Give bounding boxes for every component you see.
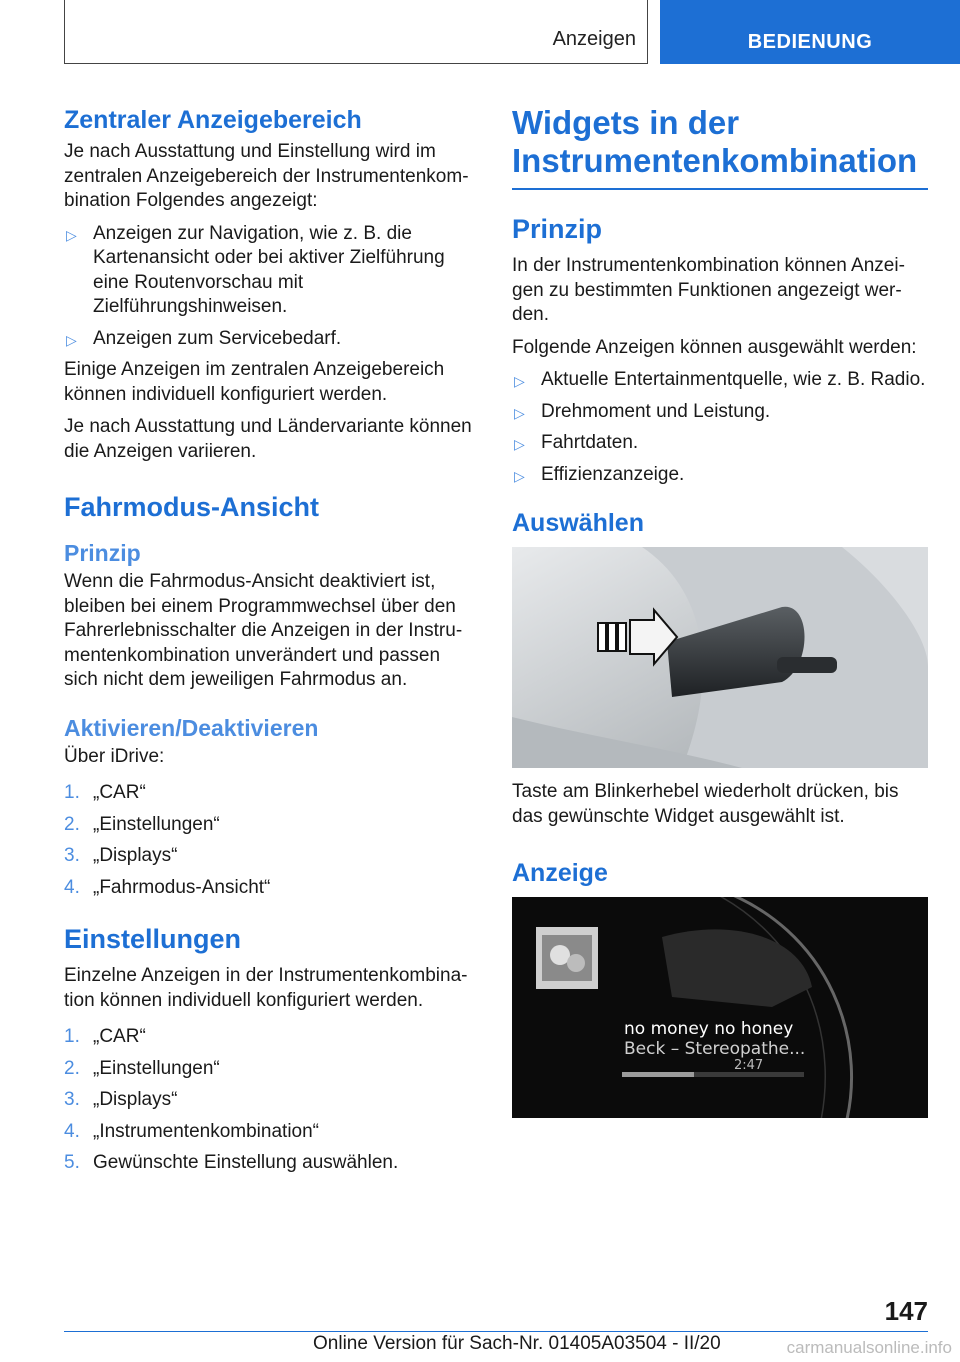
list-item: 1. „CAR“ <box>64 1026 146 1047</box>
paragraph-individuell: Einige Anzeigen im zentralen Anzeigebereich können individuell konfiguriert werden. <box>64 359 445 405</box>
paragraph-prinzip-right: In der Instrumentenkombination können Anzeigen zu bestimmten Funktionen angezeigt werden. <box>512 255 905 325</box>
footer-divider <box>64 1331 928 1332</box>
heading-auswaehlen: Auswählen <box>512 509 644 537</box>
turn-signal-lever-image <box>512 547 928 768</box>
list-item: 3. „Displays“ <box>64 1089 178 1110</box>
section-title: Anzeigen <box>552 28 636 50</box>
paragraph-prinzip: Wenn die Fahrmodus-Ansicht deaktiviert ist, bleiben bei einem Programmwechsel über den Fahrerlebnisschalter die Anzeigen in der Instrumentenkombination unverändert und passen sich nicht dem jeweiligen Fahrmodus an. <box>64 571 463 690</box>
heading-aktivieren: Aktivieren/Deaktivieren <box>64 714 319 741</box>
list-item: 1. „CAR“ <box>64 782 146 803</box>
paragraph-einstellungen: Einzelne Anzeigen in der Instrumentenkombination können individuell konfiguriert werden. <box>64 965 468 1011</box>
watermark: carmanualsonline.info <box>786 1338 952 1357</box>
steps-aktivieren <box>64 781 478 900</box>
page-number: 147 <box>884 1296 928 1326</box>
display-time: 2:47 <box>734 1058 764 1073</box>
heading-anzeige: Anzeige <box>512 859 608 887</box>
triangle-bullet-icon: ▷ <box>66 226 77 243</box>
list-item: 3. „Displays“ <box>64 845 178 866</box>
list-item: 2. „Einstellungen“ <box>64 1057 220 1079</box>
list-item: ▷ Fahrtdaten. <box>512 431 928 456</box>
heading-fahrmodus-ansicht: Fahrmodus-Ansicht <box>64 492 320 522</box>
list-item: 2. „Einstellungen“ <box>64 813 220 835</box>
heading-zentraler-anzeigebereich: Zentraler Anzeigebereich <box>64 106 362 134</box>
display-song-title: no money no honey <box>624 1019 794 1039</box>
triangle-bullet-icon: ▷ <box>514 436 525 452</box>
triangle-bullet-icon: ▷ <box>66 331 77 348</box>
bullet-list-widgets <box>512 368 928 487</box>
list-item: ▷ Anzeigen zum Servicebedarf. <box>64 327 478 352</box>
right-column <box>512 100 928 1118</box>
list-item: 4. „Instrumentenkombination“ <box>64 1120 319 1142</box>
heading-prinzip: Prinzip <box>64 540 141 566</box>
bullet-list-zentral <box>64 222 478 352</box>
instrument-cluster-image <box>512 897 928 1118</box>
list-item: 5. Gewünschte Einstellung auswählen. <box>64 1152 399 1173</box>
list-item: ▷ Aktuelle Entertainmentquelle, wie z. B. Radio. <box>512 368 928 393</box>
paragraph-auswahl: Folgende Anzeigen können ausgewählt werden: <box>512 336 917 358</box>
paragraph-idrive: Über iDrive: <box>64 745 165 767</box>
list-item: 4. „Fahrmodus-Ansicht“ <box>64 876 271 898</box>
footer-online-version: Online Version für Sach-Nr. 01405A03504 - II/20 <box>313 1333 721 1354</box>
heading-prinzip-right: Prinzip <box>512 214 603 244</box>
triangle-bullet-icon: ▷ <box>514 467 525 484</box>
list-item: ▷ Effizienzanzeige. <box>512 463 928 488</box>
display-artist: Beck – Stereopathe... <box>624 1039 806 1059</box>
heading-widgets: Widgets in der Instrumentenkombination <box>512 104 928 190</box>
steps-einstellungen <box>64 1025 478 1176</box>
paragraph-taste: Taste am Blinkerhebel wiederholt drücken, bis das gewünschte Widget ausgewählt ist. <box>512 781 899 827</box>
chapter-tab[interactable]: BEDIENUNG <box>660 0 960 64</box>
triangle-bullet-icon: ▷ <box>514 404 525 421</box>
paragraph-zentral: Je nach Ausstattung und Einstellung wird im zentralen Anzeigebereich der Instrumentenkombination Folgendes angezeigt: <box>64 141 469 211</box>
heading-einstellungen: Einstellungen <box>64 924 242 954</box>
paragraph-variieren: Je nach Ausstattung und Ländervariante können die Anzeigen variieren. <box>64 416 472 462</box>
left-column <box>64 100 478 1183</box>
list-item: ▷ Anzeigen zur Navigation, wie z. B. die Kartenansicht oder bei aktiver Zielführung eine Routenvorschau mit Zielführungshinweisen. <box>66 222 445 317</box>
list-item: ▷ Drehmoment und Leistung. <box>512 400 928 425</box>
triangle-bullet-icon: ▷ <box>514 373 525 389</box>
